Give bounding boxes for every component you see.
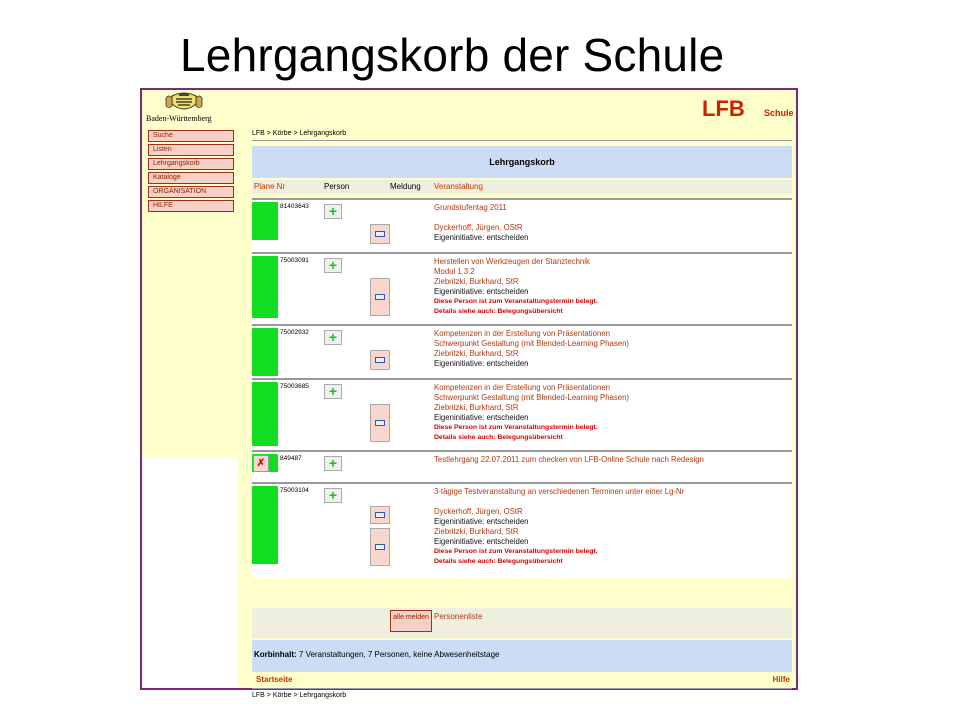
status-indicator bbox=[252, 256, 278, 318]
main-content bbox=[238, 128, 796, 699]
event-line[interactable]: Schwerpunkt Gestaltung (mit Blended-Learning Phasen) bbox=[434, 339, 630, 348]
start-page-link[interactable]: Startseite bbox=[256, 675, 293, 684]
sidebar-item-listen[interactable]: Listen bbox=[148, 144, 234, 156]
plan-number: 75002932 bbox=[280, 329, 309, 336]
sidebar-item-organisation[interactable]: ORGANISATION bbox=[148, 186, 234, 198]
breadcrumb[interactable]: LFB > Körbe > Lehrgangskorb bbox=[252, 130, 347, 137]
add-person-icon[interactable]: + bbox=[324, 330, 342, 345]
state-label: Baden-Württemberg bbox=[146, 114, 212, 123]
event-details bbox=[434, 455, 704, 465]
action-bar bbox=[252, 608, 792, 638]
sidebar bbox=[142, 90, 238, 458]
event-line[interactable]: Herstellen von Werkzeugen der Stanztechnik bbox=[434, 257, 590, 266]
event-details bbox=[434, 487, 684, 567]
entry-row bbox=[252, 450, 792, 482]
report-icon bbox=[375, 512, 385, 518]
divider bbox=[252, 688, 792, 689]
report-button[interactable] bbox=[370, 224, 390, 244]
remove-icon[interactable]: ✗ bbox=[253, 455, 269, 472]
sidebar-item-hilfe[interactable]: HILFE bbox=[148, 200, 234, 212]
divider bbox=[252, 140, 792, 141]
plan-number: 75003685 bbox=[280, 383, 309, 390]
report-button[interactable] bbox=[370, 350, 390, 370]
initiative-line: Eigeninitiative: entscheiden bbox=[434, 287, 529, 296]
event-line[interactable]: Grundstufentag 2011 bbox=[434, 203, 507, 212]
plan-number: 75003091 bbox=[280, 257, 309, 264]
event-line[interactable]: Ziebritzki, Burkhard, StR bbox=[434, 403, 519, 412]
add-person-icon[interactable]: + bbox=[324, 258, 342, 273]
help-link[interactable]: Hilfe bbox=[772, 675, 790, 684]
event-line[interactable]: Kompetenzen in der Erstellung von Präsentationen bbox=[434, 383, 610, 392]
basket-summary bbox=[252, 640, 792, 672]
report-button[interactable] bbox=[370, 278, 390, 316]
footer-bar bbox=[252, 674, 792, 686]
sidebar-menu bbox=[148, 130, 234, 214]
event-line[interactable]: 3-tägige Testveranstaltung an verschiedenen Terminen unter einer Lg-Nr bbox=[434, 487, 685, 496]
sidebar-item-lehrgangskorb[interactable]: Lehrgangskorb bbox=[148, 158, 234, 170]
status-indicator bbox=[252, 454, 278, 472]
event-line[interactable]: Ziebritzki, Burkhard, StR bbox=[434, 527, 519, 536]
report-all-button[interactable]: alle melden bbox=[390, 610, 432, 632]
top-banner bbox=[238, 90, 796, 128]
browser-frame bbox=[140, 88, 798, 699]
report-icon bbox=[375, 231, 385, 237]
sidebar-item-kataloge[interactable]: Kataloge bbox=[148, 172, 234, 184]
col-header-plan-nr: Plane Nr bbox=[254, 182, 286, 191]
summary-label: Korbinhalt: bbox=[254, 650, 297, 659]
event-line[interactable]: Dyckerhoff, Jürgen, OStR bbox=[434, 223, 523, 232]
person-list-link[interactable]: Personenliste bbox=[434, 612, 483, 621]
breadcrumb-bottom[interactable]: LFB > Körbe > Lehrgangskorb bbox=[252, 692, 347, 699]
entry-row bbox=[252, 482, 792, 578]
booking-warning: Details siehe auch: Belegungsübersicht bbox=[434, 558, 563, 565]
page-title: Lehrgangskorb bbox=[252, 146, 792, 178]
brand-logo: LFB bbox=[702, 96, 745, 121]
event-details bbox=[434, 203, 529, 243]
col-header-veranstaltung: Veranstaltung bbox=[434, 182, 483, 191]
brand-subtitle: Schule bbox=[764, 108, 794, 118]
booking-warning: Details siehe auch: Belegungsübersicht bbox=[434, 308, 563, 315]
event-line[interactable]: Modul 1.3.2 bbox=[434, 267, 475, 276]
entry-row bbox=[252, 252, 792, 324]
sidebar-item-suche[interactable]: Suche bbox=[148, 130, 234, 142]
event-line[interactable]: Dyckerhoff, Jürgen, OStR bbox=[434, 507, 523, 516]
event-details bbox=[434, 383, 629, 443]
event-details bbox=[434, 329, 629, 369]
status-indicator bbox=[252, 328, 278, 376]
booking-warning: Diese Person ist zum Veranstaltungstermin belegt. bbox=[434, 298, 598, 305]
entry-row bbox=[252, 324, 792, 378]
add-person-icon[interactable]: + bbox=[324, 488, 342, 503]
initiative-line bbox=[434, 497, 684, 507]
summary-text: 7 Veranstaltungen, 7 Personen, keine Abwesenheitstage bbox=[298, 650, 500, 659]
report-button[interactable] bbox=[370, 528, 390, 566]
column-headers bbox=[252, 180, 792, 194]
event-details bbox=[434, 257, 598, 317]
plan-number: 81403643 bbox=[280, 203, 309, 210]
report-icon bbox=[375, 294, 385, 300]
booking-warning: Diese Person ist zum Veranstaltungstermin belegt. bbox=[434, 424, 598, 431]
initiative-line: Eigeninitiative: entscheiden bbox=[434, 517, 529, 526]
event-line[interactable]: Ziebritzki, Burkhard, StR bbox=[434, 277, 519, 286]
initiative-line: Eigeninitiative: entscheiden bbox=[434, 537, 529, 546]
status-indicator bbox=[252, 202, 278, 240]
col-header-person: Person bbox=[324, 182, 350, 191]
event-line[interactable]: Kompetenzen in der Erstellung von Präsentationen bbox=[434, 329, 610, 338]
entry-row bbox=[252, 198, 792, 252]
booking-warning: Diese Person ist zum Veranstaltungstermin belegt. bbox=[434, 548, 598, 555]
booking-warning: Details siehe auch: Belegungsübersicht bbox=[434, 434, 563, 441]
add-person-icon[interactable]: + bbox=[324, 204, 342, 219]
report-icon bbox=[375, 544, 385, 550]
initiative-line: Eigeninitiative: entscheiden bbox=[434, 233, 529, 242]
add-person-icon[interactable]: + bbox=[324, 384, 342, 399]
plan-number: 849487 bbox=[280, 455, 302, 462]
slide-title: Lehrgangskorb der Schule bbox=[180, 29, 725, 81]
event-line[interactable]: Ziebritzki, Burkhard, StR bbox=[434, 349, 519, 358]
report-icon bbox=[375, 357, 385, 363]
event-line[interactable]: Schwerpunkt Gestaltung (mit Blended-Learning Phasen) bbox=[434, 393, 630, 402]
add-person-icon[interactable]: + bbox=[324, 456, 342, 471]
plan-number: 75003104 bbox=[280, 487, 309, 494]
initiative-line: Eigeninitiative: entscheiden bbox=[434, 359, 529, 368]
status-indicator bbox=[252, 486, 278, 564]
entry-row bbox=[252, 378, 792, 450]
status-indicator bbox=[252, 382, 278, 446]
coat-of-arms-icon bbox=[162, 92, 206, 114]
event-line[interactable]: Testlehrgang 22.07.2011 zum checken von LFB-Online Schule nach Redesign bbox=[434, 455, 704, 464]
initiative-line: Eigeninitiative: entscheiden bbox=[434, 413, 529, 422]
report-icon bbox=[375, 420, 385, 426]
initiative-line bbox=[434, 213, 529, 223]
col-header-meldung: Meldung bbox=[390, 182, 421, 191]
report-button[interactable] bbox=[370, 506, 390, 524]
report-button[interactable] bbox=[370, 404, 390, 442]
